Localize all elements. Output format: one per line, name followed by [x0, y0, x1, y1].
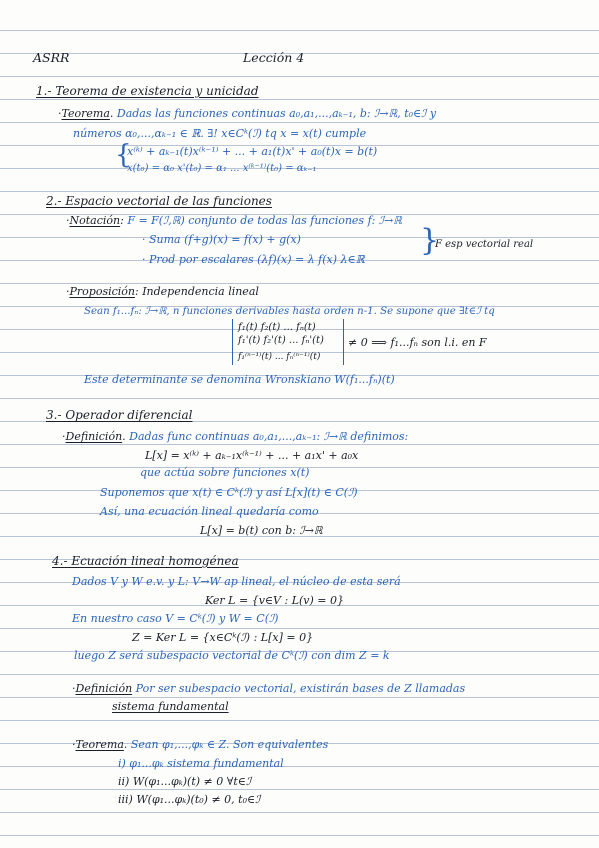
header-left: ASRR [33, 50, 70, 65]
theorem-label: Teorema [61, 107, 110, 120]
s4-def-text: Por ser subespacio vectorial, existirán bases de Z llamadas [135, 682, 466, 695]
notation-label: Notación [69, 214, 121, 227]
s1-initial-conditions: x(t₀) = α₀ x'(t₀) = α₁ ... x⁽ᵏ⁻¹⁾(t₀) = αₖ₋₁ [127, 163, 317, 174]
s3-operator: L[x] = x⁽ᵏ⁾ + aₖ₋₁x⁽ᵏ⁻¹⁾ + ... + a₁x' + a₀x [145, 449, 359, 462]
s4-spaces: En nuestro caso V = Cᵏ(ℐ) y W = C(ℐ) [72, 612, 279, 625]
section-4-title: 4.- Ecuación lineal homogénea [52, 554, 239, 568]
s2-wronskian-note: Este determinante se denomina Wronskiano W(f₁...fₙ)(t) [84, 373, 395, 386]
s2-sum: · Suma (f+g)(x) = f(x) + g(x) [142, 233, 301, 246]
s4-line-1: Dados V y W e.v. y L: V→W ap lineal, el núcleo de esta será [72, 575, 401, 588]
s4-def-line: ·Definición Por ser subespacio vectorial, existirán bases de Z llamadas [72, 682, 466, 695]
s2-prop-text: Sean f₁...fₙ: ℐ→ℝ, n funciones derivables hasta orden n-1. Se supone que ∃t∈ℐ tq [84, 306, 495, 317]
section-1-title: 1.- Teorema de existencia y unicidad [36, 84, 259, 98]
s2-scalar-product: · Prod por escalares (λf)(x) = λ f(x) λ∈ℝ [142, 253, 365, 266]
proposition-title: Independencia lineal [142, 285, 259, 298]
thm-item-3: iii) W(φ₁...φₖ)(t₀) ≠ 0, t₀∈ℐ [118, 793, 261, 806]
s4-kernel: Ker L = {v∈V : L(v) = 0} [205, 594, 345, 607]
section-3-title: 3.- Operador diferencial [46, 408, 193, 422]
section-2-title: 2.- Espacio vectorial de las funciones [46, 194, 272, 208]
s4-thm-text: Sean φ₁,...,φₖ ∈ Z. Son equivalentes [130, 738, 329, 751]
s1-line-1: ·Teorema. Dadas las funciones continuas a₀,a₁,...,aₖ₋₁, b: ℐ→ℝ, t₀∈ℐ y [58, 107, 437, 120]
s3-line-1: ·Definición. Dadas func continuas a₀,a₁,...,aₖ₋₁: ℐ→ℝ definimos: [62, 430, 409, 443]
s1-equation: x⁽ᵏ⁾ + aₖ₋₁(t)x⁽ᵏ⁻¹⁾ + ... + a₁(t)x' + a₀(t)x = b(t) [127, 145, 378, 158]
s2-text-1: F = F(ℐ,ℝ) conjunto de todas las funciones f: ℐ→ℝ [127, 214, 402, 227]
s1-line-2: números α₀,...,αₖ₋₁ ∈ ℝ. ∃! x∈Cᵏ(ℐ) tq x = x(t) cumple [73, 127, 367, 140]
definition-label: Definición [65, 430, 123, 443]
s3-acts-on: que actúa sobre funciones x(t) [140, 466, 310, 479]
vector-space-brace: } [420, 223, 440, 258]
s4-dimension: luego Z será subespacio vectorial de Cᵏ(ℐ) con dim Z = k [74, 649, 390, 662]
matrix-row-1: f₁(t) f₂(t) ... fₙ(t) [238, 322, 316, 333]
matrix-row-2: f₁'(t) f₂'(t) ... fₙ'(t) [238, 335, 324, 346]
matrix-conclusion: ≠ 0 ⟹ f₁...fₙ son l.i. en F [348, 336, 487, 349]
s2-side-note: F esp vectorial real [435, 239, 534, 250]
thm-item-1: i) φ₁...φₖ sistema fundamental [118, 757, 284, 770]
fundamental-system-term: sistema fundamental [112, 700, 229, 713]
s3-linear-eq-intro: Así, una ecuación lineal quedaría como [100, 505, 319, 518]
proposition-label: Proposición [69, 285, 135, 298]
theorem-label-2: Teorema [75, 738, 124, 751]
s4-thm-line: ·Teorema. Sean φ₁,...,φₖ ∈ Z. Son equivalentes [72, 738, 329, 751]
s1-text-1: Dadas las funciones continuas a₀,a₁,...,aₖ₋₁, b: ℐ→ℝ, t₀∈ℐ y [116, 107, 437, 120]
matrix-row-3: f₁⁽ⁿ⁻¹⁾(t) ... fₙ⁽ⁿ⁻¹⁾(t) [238, 352, 321, 362]
s3-assumption: Suponemos que x(t) ∈ Cᵏ(ℐ) y así L[x](t) ∈ C(ℐ) [100, 486, 358, 499]
thm-item-2: ii) W(φ₁...φₖ)(t) ≠ 0 ∀t∈ℐ [118, 775, 252, 788]
s2-prop-line: ·Proposición: Independencia lineal [66, 285, 259, 298]
s3-linear-eq: L[x] = b(t) con b: ℐ→ℝ [200, 524, 323, 537]
s3-text-1: Dadas func continuas a₀,a₁,...,aₖ₋₁: ℐ→ℝ definimos: [129, 430, 409, 443]
definition-label-2: Definición [75, 682, 133, 695]
s4-Z-def: Z = Ker L = {x∈Cᵏ(ℐ) : L[x] = 0} [132, 631, 314, 644]
system-brace: { [115, 140, 132, 170]
s2-line-1: ·Notación: F = F(ℐ,ℝ) conjunto de todas las funciones f: ℐ→ℝ [66, 214, 402, 227]
header-title: Lección 4 [243, 50, 305, 65]
